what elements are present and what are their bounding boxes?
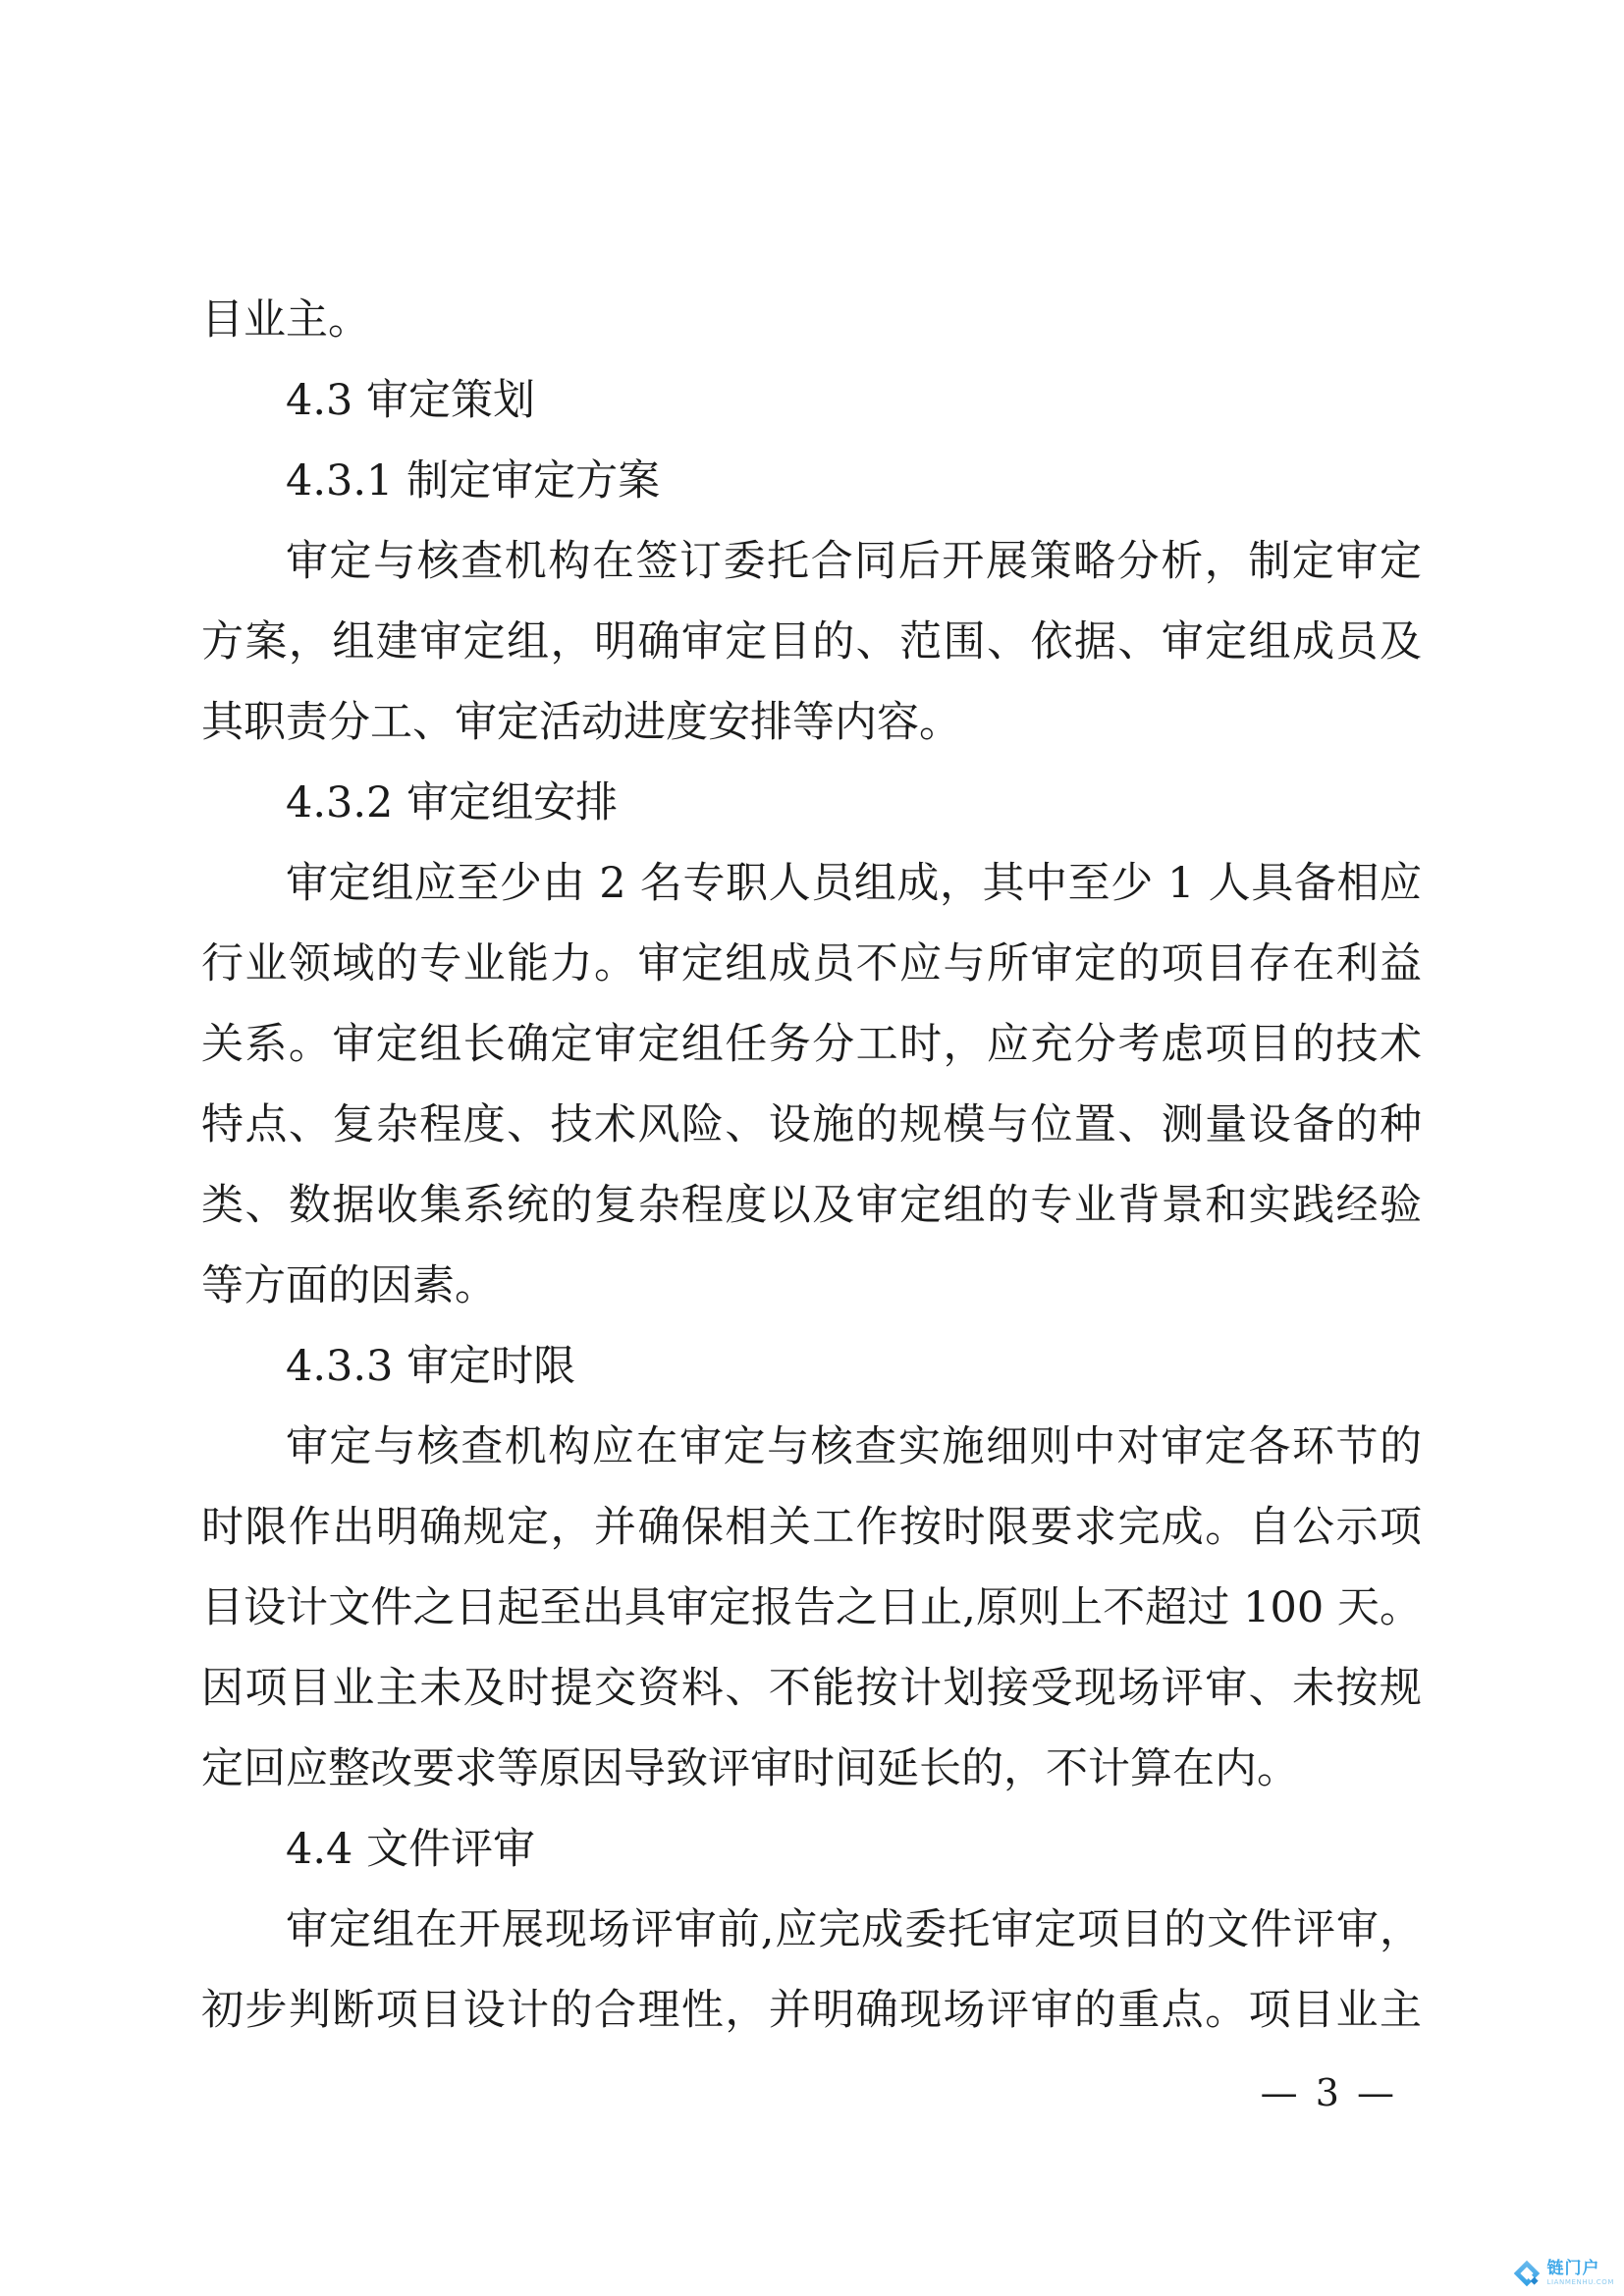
heading-4-4: 4.4 文件评审 [286,1825,536,1874]
watermark-name: 链门户 [1546,2259,1600,2278]
heading-4-3-2: 4.3.2 审定组安排 [286,778,619,828]
paragraph-line: 因项目业主未及时提交资料、不能按计划接受现场评审、未按规 [201,1664,1422,1713]
paragraph-line: 目设计文件之日起至出具审定报告之日止,原则上不超过 100 天。 [201,1583,1422,1632]
paragraph-line: 行业领域的专业能力。审定组成员不应与所审定的项目存在利益 [201,939,1422,988]
lianmenhu-diamond-icon [1512,2259,1542,2288]
paragraph-line: 时限作出明确规定，并确保相关工作按时限要求完成。自公示项 [201,1503,1422,1552]
watermark-logo [1512,2259,1614,2288]
paragraph-line: 方案，组建审定组，明确审定目的、范围、依据、审定组成员及 [201,617,1422,667]
paragraph-line: 等方面的因素。 [201,1261,497,1310]
heading-4-3-3: 4.3.3 审定时限 [286,1342,576,1391]
paragraph-line: 关系。审定组长确定审定组任务分工时，应充分考虑项目的技术 [201,1020,1422,1069]
heading-4-3: 4.3 审定策划 [286,376,536,425]
paragraph-line: 初步判断项目设计的合理性，并明确现场评审的重点。项目业主 [201,1986,1422,2035]
page-number: — 3 — [1260,2071,1397,2114]
paragraph-line: 审定与核查机构在签订委托合同后开展策略分析，制定审定 [286,537,1422,586]
paragraph-line: 类、数据收集系统的复杂程度以及审定组的专业背景和实践经验 [201,1181,1422,1230]
paragraph-line: 特点、复杂程度、技术风险、设施的规模与位置、测量设备的种 [201,1100,1422,1149]
paragraph-line: 定回应整改要求等原因导致评审时间延长的，不计算在内。 [201,1744,1299,1793]
heading-4-3-1: 4.3.1 制定审定方案 [286,456,661,506]
paragraph-line: 审定组在开展现场评审前,应完成委托审定项目的文件评审， [286,1905,1422,1954]
paragraph-line: 其职责分工、审定活动进度安排等内容。 [201,698,961,747]
paragraph-line: 审定与核查机构应在审定与核查实施细则中对审定各环节的 [286,1422,1422,1471]
paragraph-line: 审定组应至少由 2 名专职人员组成，其中至少 1 人具备相应 [286,859,1422,908]
watermark-domain: LIANMENHU.COM [1546,2278,1614,2286]
body-line-continuation: 目业主。 [201,295,370,345]
